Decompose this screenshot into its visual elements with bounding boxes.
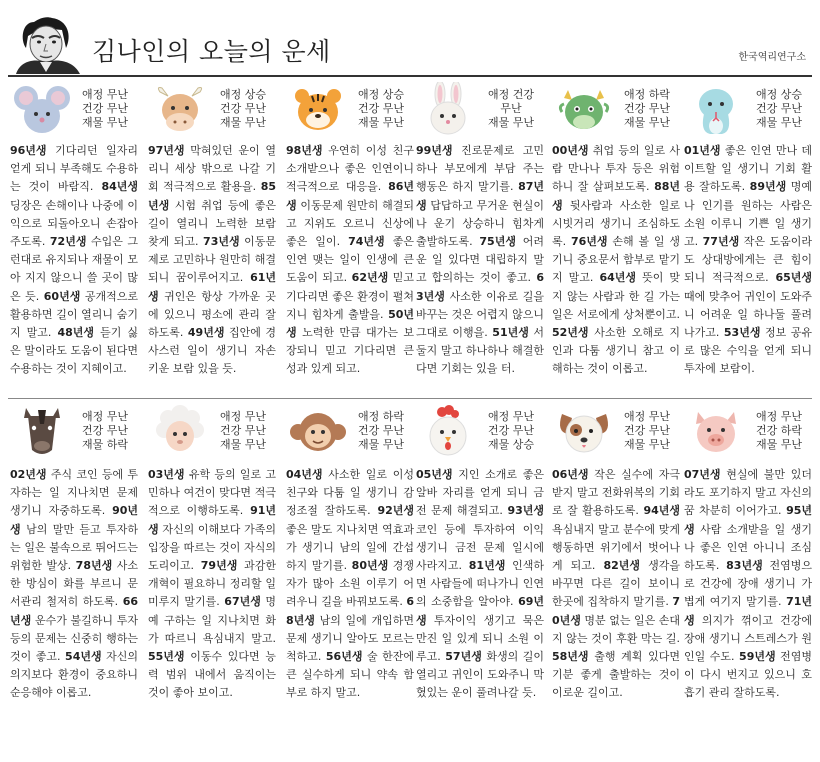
birth-year: 49년생	[187, 326, 225, 340]
dog-icon	[554, 404, 614, 460]
fortune-summary: 애정 상승 건강 무난 재물 무난	[219, 88, 266, 129]
dragon-icon	[554, 82, 614, 138]
birth-year: 98년생	[286, 144, 323, 157]
birth-year: 75년생	[479, 235, 516, 249]
birth-year: 83년생	[726, 559, 763, 573]
birth-year: 86년생	[286, 180, 414, 212]
rooster-icon	[418, 404, 478, 460]
pig-icon	[686, 404, 746, 460]
birth-year: 79년생	[200, 559, 238, 573]
birth-year: 84년생	[101, 180, 138, 194]
birth-year: 67년생	[224, 595, 261, 609]
birth-year: 93년생	[507, 504, 544, 518]
birth-year: 48년생	[57, 326, 95, 340]
birth-year: 96년생	[10, 144, 47, 157]
header	[0, 0, 820, 76]
fortune-summary: 애정 건강 무난 재물 무난	[487, 88, 534, 129]
birth-year: 06년생	[552, 468, 589, 481]
birth-year: 70년생	[552, 595, 680, 627]
monkey-icon	[288, 404, 348, 460]
birth-year: 68년생	[286, 595, 414, 627]
birth-year: 62년생	[351, 271, 389, 285]
birth-year: 59년생	[739, 650, 776, 664]
fortune-text: 01년생 좋은 인연 만나 데이트할 일 생기니 기회 활용 잘하도록. 89년생 명예나 인기를 원하는 사람은 소원 이루니 기쁜 일 생기고. 77년생 작은 도움이라도 상대방에게는 큰 힘이 되니 적극적으로. 65년생 때에 맞추어 귀인이 도와주니 어려운 일 하나둘 풀려나가고. 53년생 정보 공유로 많은 수익을 얻게 되니 투자에 보람이.	[684, 144, 813, 376]
fortune-text: 99년생 진로문제로 고민하나 부모에게 부담 주는 행동은 하지 말기를. 87년생 답답하고 무거운 현실이나 운기 상승하니 힘차게 출발하도록. 75년생 어려운 일 있다면 대립하지 말고 합의하는 것이 좋고. 63년생 사소한 이유로 길을 바꾸는 것은 어렵지 않으니 그대로 이행을. 51년생 서둘지 말고 하나하나 해결한다면 기회는 있을 터.	[416, 144, 545, 376]
fortune-text: 00년생 취업 등의 일로 사람 만나나 투자 등은 위험하니 잘 살펴보도록. 88년생 뒷사람과 사소한 일로 시빗거리 생기니 조심하도록. 76년생 손해 볼 일 생기니 중요문서 함부로 맡기지 말고. 64년생 뜻이 맞지 않는 사람과 한 길 가는 일은 서로에게 상처뿐이고. 52년생 사소한 오해로 지인과 다툼 생기니 참고 이해하는 것이 이롭고.	[552, 144, 680, 376]
tiger-icon	[288, 82, 348, 138]
fortune-text: 96년생 기다리던 일자리 얻게 되니 부족해도 수용하는 것이 바람직. 84년생 딩장은 손해이나 나중에 이익으로 되돌아오니 손잡아 주도록. 72년생 수입은 그런대로 유지되나 재물이 모아 지지 않으니 쓸 곳이 많은 듯. 60년생 공개적으로 활용하면 길이 열리니 숨기지 말고. 48년생 듣기 싫은 말이라도 도움이 된다면 수용하는 것이 지혜이고.	[10, 144, 139, 376]
birth-year: 90년생	[10, 504, 138, 536]
rat-icon	[12, 82, 72, 138]
birth-year: 64년생	[599, 271, 637, 285]
birth-year: 72년생	[49, 235, 87, 249]
section-divider	[8, 398, 812, 399]
birth-year: 91년생	[148, 504, 276, 536]
sheep-icon	[150, 404, 210, 460]
birth-year: 63년생	[416, 271, 544, 303]
birth-year: 88년생	[552, 180, 680, 212]
birth-year: 05년생	[416, 468, 453, 481]
birth-year: 60년생	[43, 289, 81, 303]
fortune-text: 07년생 현실에 불만 있더라도 포기하지 말고 자신의 꿈 차분히 이어가고. 95년생 사람 소개받을 일 생기나 좋은 인연 아니니 조심하도록. 83년생 전염병으로 건강에 장애 생기니 가볍게 여기지 말기를. 71년생 의지가 꺾이고 건강에 장애 생기니 스트레스가 원인일 수도. 59년생 전염병이 다시 번지고 있으니 호흡기 관리 잘하도록.	[684, 468, 813, 700]
birth-year: 94년생	[643, 504, 680, 518]
birth-year: 53년생	[723, 326, 761, 340]
fortune-summary: 애정 상승 건강 무난 재물 무난	[357, 88, 404, 129]
fortune-summary: 애정 하락 건강 무난 재물 무난	[357, 410, 404, 451]
header-divider	[8, 75, 812, 77]
birth-year: 54년생	[65, 650, 102, 664]
fortune-text: 98년생 우연히 이성 친구 소개받으나 좋은 인연이니 적극적으로 대응을. 86년생 이동문제 원만히 해결되고 지위도 오르니 신상에 좋은 일이. 74년생 좋은 인연 맺는 일이 인생에 큰 도움이 되고. 62년생 믿고 기다리면 좋은 환경이 펼쳐지니 힘차게 출발을. 50년생 노력한 만큼 대가는 보장되니 믿고 기다리면 큰 성과 있게 되고.	[286, 144, 415, 376]
fortune-text: 04년생 사소한 일로 이성 친구와 다툼 일 생기니 감정조절 잘하도록. 92년생 좋은 말도 지나치면 역효과가 생기니 남의 일에 간섭하지 말기를. 80년생 경쟁자가 많아 소원 이루기 어려우니 길을 바꿔보도록. 68년생 남의 일에 개입하면 문제 생기니 알아도 모르는 척하고. 56년생 술 한잔에 큰 실수하게 되니 약속 함부로 하지 말고.	[286, 468, 415, 700]
birth-year: 97년생	[148, 144, 185, 157]
birth-year: 80년생	[351, 559, 389, 573]
birth-year: 76년생	[570, 235, 608, 249]
fortune-summary: 애정 무난 건강 무난 재물 상승	[487, 410, 534, 451]
birth-year: 92년생	[377, 504, 414, 518]
birth-year: 55년생	[148, 650, 185, 664]
fortune-summary: 애정 하락 건강 무난 재물 무난	[623, 88, 670, 129]
birth-year: 74년생	[348, 235, 385, 249]
birth-year: 99년생	[416, 144, 453, 157]
birth-year: 66년생	[10, 595, 138, 627]
fortune-summary: 애정 무난 건강 무난 재물 무난	[81, 88, 128, 129]
page-title: 김나인의 오늘의 운세	[92, 37, 331, 66]
fortune-text: 06년생 작은 실수에 자극받지 말고 전화위복의 기회로 잘 활용하도록. 94년생 욕심내지 말고 분수에 맞게 행동하면 위기에서 벗어나게 되고. 82년생 생각을 바꾸면 다른 길이 보이니 한곳에 집착하지 말기를. 70년생 명분 없는 일은 손대지 않는 것이 후환 막는 길. 58년생 출행 계획 있다면 기분 좋게 출발하는 것이 이로운 길이고.	[552, 468, 680, 700]
fortune-summary: 애정 상승 건강 무난 재물 무난	[755, 88, 802, 129]
birth-year: 65년생	[775, 271, 812, 285]
birth-year: 81년생	[468, 559, 506, 573]
fortune-summary: 애정 무난 건강 무난 재물 하락	[81, 410, 128, 451]
birth-year: 85년생	[148, 180, 276, 212]
ox-icon	[150, 82, 210, 138]
fortune-summary: 애정 무난 건강 무난 재물 무난	[623, 410, 670, 451]
birth-year: 56년생	[325, 650, 363, 664]
birth-year: 58년생	[552, 650, 589, 664]
birth-year: 51년생	[492, 326, 529, 340]
birth-year: 50년생	[286, 307, 414, 340]
birth-year: 95년생	[684, 504, 812, 536]
birth-year: 71년생	[684, 595, 812, 627]
birth-year: 01년생	[684, 144, 721, 157]
birth-year: 87년생	[416, 180, 544, 212]
fortune-text: 97년생 막혀있던 운이 열리니 세상 밖으로 나갈 기회 적극적으로 활용을. 85년생 시험 취업 등에 좋은 길이 열리니 노력한 보람 찾게 되고. 73년생 이동문제로 고민하나 원만히 해결되니 꿈이루어지고. 61년생 귀인은 항상 가까운 곳에 있으니 평소에 관리 잘하도록. 49년생 집안에 경사스런 일이 생기니 자손 키운 보람 있을 듯.	[148, 144, 277, 376]
birth-year: 57년생	[445, 650, 482, 664]
fortune-summary: 애정 무난 건강 하락 재물 무난	[755, 410, 802, 451]
birth-year: 82년생	[603, 559, 641, 573]
birth-year: 73년생	[203, 235, 240, 249]
birth-year: 89년생	[749, 180, 787, 194]
birth-year: 78년생	[75, 559, 113, 573]
fortune-text: 02년생 주식 코인 등에 투자하는 일 지나치면 문제 생기니 자중하도록. 90년생 남의 말만 듣고 투자하는 일은 불속으로 뛰어드는 위험한 발상. 78년생 사소한 방심이 화를 부르니 문서관리 철저히 하도록. 66년생 운수가 불길하니 투자 등의 문제는 신중히 행하는 것이 좋고. 54년생 자신의 의지보다 환경이 중요하니 순응해야 이롭고.	[10, 468, 139, 700]
birth-year: 07년생	[684, 468, 721, 481]
rabbit-icon	[418, 82, 478, 138]
birth-year: 04년생	[286, 468, 323, 481]
birth-year: 00년생	[552, 144, 589, 157]
birth-year: 77년생	[702, 235, 740, 249]
horse-icon	[12, 404, 72, 460]
birth-year: 69년생	[416, 595, 544, 627]
birth-year: 02년생	[10, 468, 47, 481]
fortune-summary: 애정 무난 건강 무난 재물 무난	[219, 410, 266, 451]
birth-year: 52년생	[552, 326, 589, 340]
birth-year: 03년생	[148, 468, 185, 481]
author-portrait	[12, 14, 84, 74]
fortune-text: 05년생 지인 소개로 좋은 알바 자리를 얻게 되니 금전 문제 해결되고. 93년생 코인 등에 투자하여 이익 생기니 금전 문제 일시에 사라지고. 81년생 인색하면 사람들에 떠나가니 인연의 소중함을 알아야. 69년생 투자이익 생기고 묵은 만진 일 있게 되니 소원 이루고. 57년생 화생의 길이 열리고 귀인이 도와주니 막혔있는 운이 풀려나갈 듯.	[416, 468, 545, 700]
publisher: 한국역리연구소	[738, 52, 806, 63]
fortune-text: 03년생 유학 등의 일로 고민하나 여건이 맞다면 적극적으로 이행하도록. 91년생 자신의 이해보다 가족의 입장을 따르는 것이 자식의 도리이고. 79년생 과감한 개혁이 필요하니 정리할 일 미루지 말기를. 67년생 명예 구하는 일 지나치면 화가 따르니 욕심내지 말고. 55년생 이동수 있다면 능력 범위 내에서 움직이는 것이 좋아 보이고.	[148, 468, 277, 700]
snake-icon	[686, 82, 746, 138]
birth-year: 61년생	[148, 271, 276, 303]
